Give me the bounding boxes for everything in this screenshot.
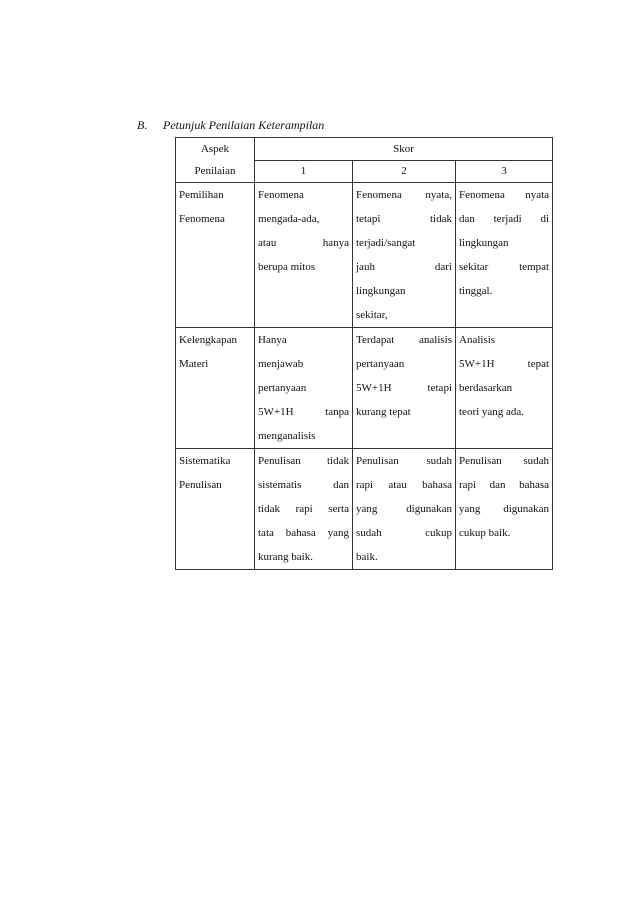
description-line: mengada-ada,: [258, 213, 320, 225]
rubric-row: [176, 449, 553, 570]
description-line: Fenomena: [258, 189, 304, 201]
description-line: dan terjadi di: [459, 213, 550, 225]
description-line: 5W+1H tanpa: [258, 406, 349, 418]
description-line: Penulisan sudah: [459, 455, 550, 467]
description-line: pertanyaan: [258, 382, 307, 394]
score-level-2: 2: [353, 161, 456, 183]
description-line: atau hanya: [258, 237, 349, 249]
score-1-description-cell: [255, 328, 353, 449]
description-line: sekitar tempat: [459, 261, 550, 273]
description-line: Penulisan tidak: [258, 455, 349, 467]
header-row-1: [176, 138, 553, 161]
description-line: 5W+1H tepat: [459, 358, 550, 370]
description-line: sudah cukup: [356, 527, 452, 539]
description-line: pertanyaan: [356, 358, 405, 370]
rubric-body: [176, 183, 553, 570]
score-1-description-cell: [255, 449, 353, 570]
description-line: Analisis: [459, 334, 496, 346]
description-line: tata bahasa yang: [258, 527, 349, 539]
description-line: Fenomena nyata: [459, 189, 550, 201]
description-line: Fenomena nyata,: [356, 189, 452, 201]
description-line: menjawab: [258, 358, 304, 370]
aspect-header-cell: [176, 138, 255, 183]
score-1-description-cell: [255, 183, 353, 328]
aspect-header-line-1: Aspek: [200, 143, 230, 155]
description-line: teori yang ada.: [459, 406, 525, 418]
description-line: berupa mitos: [258, 261, 316, 273]
description-line: terjadi/sangat: [356, 237, 416, 249]
score-2-description-cell: [353, 449, 456, 570]
description-line: jauh dari: [356, 261, 452, 273]
aspect-cell: [176, 328, 255, 449]
description-line: kurang tepat: [356, 406, 411, 418]
description-line: yang digunakan: [356, 503, 452, 515]
assessment-rubric-table: [175, 137, 553, 570]
score-2-description-cell: [353, 183, 456, 328]
score-level-3: 3: [456, 161, 553, 183]
aspect-header-line-2: Penilaian: [194, 165, 236, 177]
score-2-description-cell: [353, 328, 456, 449]
description-line: Terdapat analisis: [356, 334, 452, 346]
aspect-line: Penulisan: [179, 479, 222, 491]
aspect-line: Materi: [179, 358, 209, 370]
score-3-description-cell: [456, 449, 553, 570]
score-3-description-cell: [456, 183, 553, 328]
description-line: rapi dan bahasa: [459, 479, 550, 491]
section-title: Petunjuk Penilaian Keterampilan: [163, 118, 325, 132]
description-line: baik.: [356, 551, 378, 563]
description-line: tinggal.: [459, 285, 493, 297]
score-header: Skor: [393, 143, 414, 155]
score-level-1: 1: [255, 161, 353, 183]
description-line: rapi atau bahasa: [356, 479, 452, 491]
description-line: Penulisan sudah: [356, 455, 452, 467]
rubric-row: [176, 328, 553, 449]
aspect-line: Kelengkapan: [179, 334, 238, 346]
score-3-description-cell: [456, 328, 553, 449]
description-line: lingkungan: [459, 237, 509, 249]
section-heading: [137, 118, 324, 133]
description-line: 5W+1H tetapi: [356, 382, 452, 394]
description-line: sistematis dan: [258, 479, 349, 491]
rubric-row: [176, 183, 553, 328]
score-header-cell: [255, 138, 553, 161]
description-line: tetapi tidak: [356, 213, 452, 225]
description-line: lingkungan: [356, 285, 406, 297]
aspect-cell: [176, 449, 255, 570]
description-line: sekitar,: [356, 309, 388, 321]
description-line: Hanya: [258, 334, 287, 346]
aspect-line: Sistematika: [179, 455, 231, 467]
aspect-cell: [176, 183, 255, 328]
description-line: kurang baik.: [258, 551, 313, 563]
section-label: B.: [137, 118, 148, 132]
aspect-line: Pemilihan: [179, 189, 224, 201]
description-line: menganalisis: [258, 430, 316, 442]
description-line: cukup baik.: [459, 527, 511, 539]
description-line: tidak rapi serta: [258, 503, 349, 515]
description-line: yang digunakan: [459, 503, 550, 515]
description-line: berdasarkan: [459, 382, 513, 394]
aspect-line: Fenomena: [179, 213, 225, 225]
